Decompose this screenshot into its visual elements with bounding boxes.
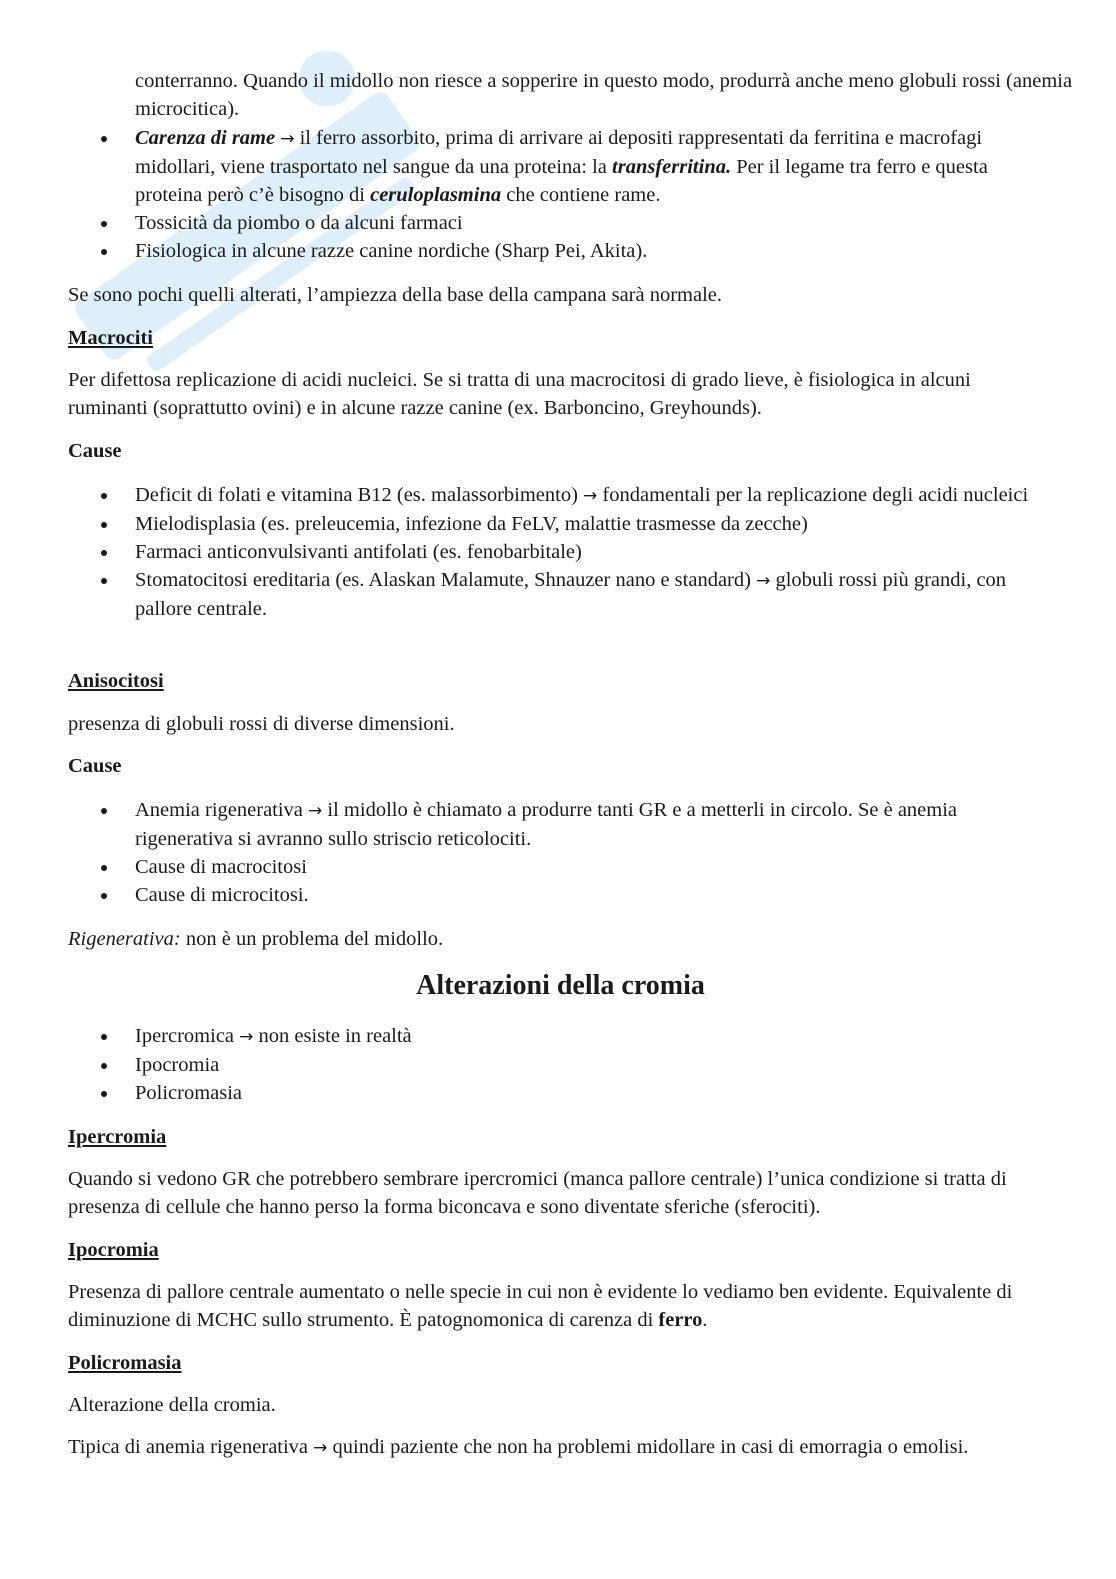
arrow-right-icon: →	[313, 1438, 328, 1458]
list-item: Anemia rigenerativa → il midollo è chiamato a produrre tanti GR e a metterli in circolo. Se è anemia rigenerativa si avranno sullo striscio reticolociti.	[68, 796, 1053, 853]
macrocytosis-cause-list	[68, 481, 1053, 623]
macrociti-cause-heading: Cause	[68, 440, 122, 462]
list-item: Fisiologica in alcune razze canine nordiche (Sharp Pei, Akita).	[68, 237, 1053, 265]
heading-ipercromia: Ipercromia	[68, 1126, 167, 1148]
list-item: Tossicità da piombo o da alcuni farmaci	[68, 209, 1053, 237]
cromia-list	[68, 1022, 1053, 1107]
arrow-right-icon: →	[308, 801, 323, 821]
intro-continuation: conterranno. Quando il midollo non riesce a sopperire in questo modo, produrrà anche meno globuli rossi (anemia microcitica).	[135, 70, 1073, 120]
list-item: Ipercromica → non esiste in realtà	[68, 1022, 1053, 1051]
list-item: Stomatocitosi ereditaria (es. Alaskan Malamute, Shnauzer nano e standard) → globuli rossi più grandi, con pallore centrale.	[68, 566, 1053, 623]
bell-note: Se sono pochi quelli alterati, l’ampiezza della base della campana sarà normale.	[68, 284, 723, 306]
section-title-cromia: Alterazioni della cromia	[416, 970, 705, 1001]
list-item: Deficit di folati e vitamina B12 (es. malassorbimento) → fondamentali per la replicazione degli acidi nucleici	[68, 481, 1053, 510]
list-item: Ipocromia	[68, 1051, 1053, 1079]
arrow-right-icon: →	[583, 486, 598, 506]
macrociti-text: Per difettosa replicazione di acidi nucleici. Se si tratta di una macrocitosi di grado lieve, è fisiologica in alcuni ruminanti (soprattutto ovini) e in alcune razze canine (ex. Barboncino, Greyhounds).	[68, 369, 971, 419]
anisocytosis-cause-list	[68, 796, 1053, 909]
heading-anisocitosi: Anisocitosi	[68, 670, 164, 692]
list-item: Mielodisplasia (es. preleucemia, infezione da FeLV, malattie trasmesse da zecche)	[68, 510, 1053, 538]
arrow-right-icon: →	[756, 571, 771, 591]
policromasia-text-1: Alterazione della cromia.	[68, 1394, 276, 1416]
anisocitosi-cause-heading: Cause	[68, 755, 122, 777]
microcytosis-cause-list	[68, 124, 1053, 265]
ipercromia-text: Quando si vedono GR che potrebbero sembrare ipercromici (manca pallore centrale) l’unica condizione si tratta di presenza di cellule che hanno perso la forma biconcava e sono diventate sferiche (sferociti).	[68, 1168, 1007, 1218]
heading-policromasia: Policromasia	[68, 1352, 182, 1374]
list-item: Cause di microcitosi.	[68, 881, 1053, 909]
heading-ipocromia: Ipocromia	[68, 1239, 159, 1261]
arrow-right-icon: →	[239, 1027, 254, 1047]
heading-macrociti: Macrociti	[68, 327, 153, 349]
list-item: Farmaci anticonvulsivanti antifolati (es. fenobarbitale)	[68, 538, 1053, 566]
rigenerativa-note: Rigenerativa: non è un problema del midollo.	[68, 928, 444, 950]
list-item: Carenza di rame → il ferro assorbito, prima di arrivare ai depositi rappresentati da ferritina e macrofagi midollari, viene trasportato nel sangue da una proteina: la transferritina. Per il legame tra ferro e questa proteina però c’è bisogno di ceruloplasmina che contiene rame.	[68, 124, 1053, 209]
ipocromia-text: Presenza di pallore centrale aumentato o nelle specie in cui non è evidente lo vediamo ben evidente. Equivalente di diminuzione di MCHC sullo strumento. È patognomonica di carenza di ferro.	[68, 1281, 1013, 1331]
anisocitosi-text: presenza di globuli rossi di diverse dimensioni.	[68, 713, 455, 735]
policromasia-text-2: Tipica di anemia rigenerativa → quindi paziente che non ha problemi midollare in casi di emorragia o emolisi.	[68, 1436, 969, 1458]
arrow-right-icon: →	[280, 129, 295, 149]
list-item: Policromasia	[68, 1079, 1053, 1107]
list-item: Cause di macrocitosi	[68, 853, 1053, 881]
